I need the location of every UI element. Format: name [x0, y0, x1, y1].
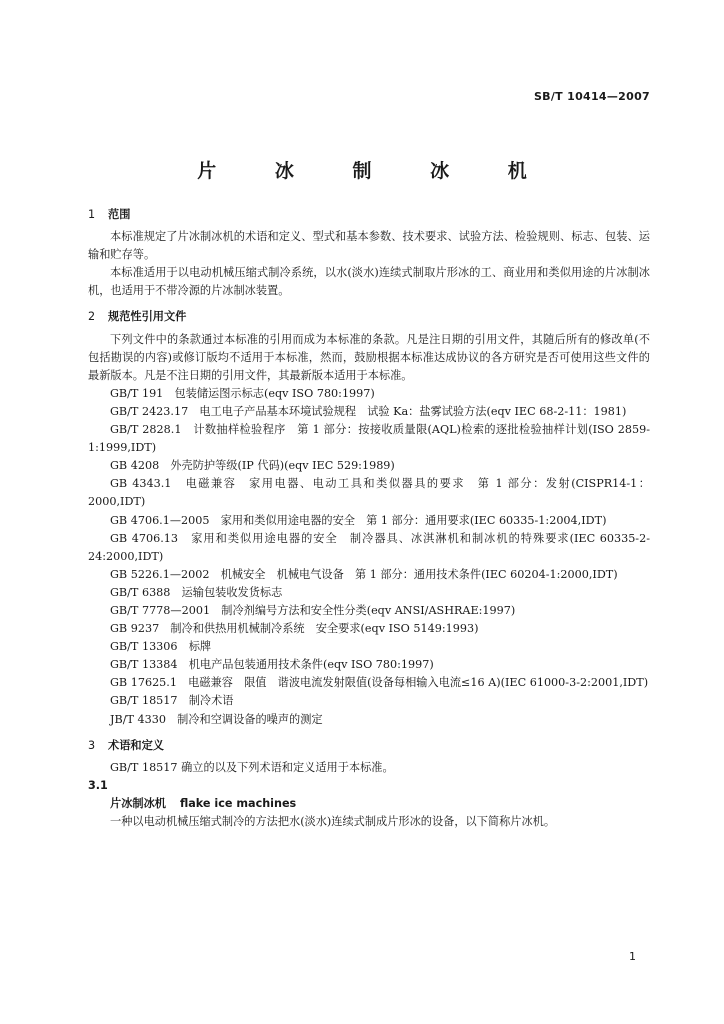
term-chinese: 片冰制冰机 [110, 796, 166, 810]
reference-item: GB 9237 制冷和供热用机械制冷系统 安全要求(eqv ISO 5149:1993) [110, 622, 479, 636]
reference-item: GB/T 6388 运输包装收发货标志 [110, 585, 283, 599]
standard-number: SB/T 10414—2007 [533, 90, 650, 103]
section-3-title: 术语和定义 [108, 738, 164, 752]
reference-item: GB/T 13306 标牌 [110, 640, 212, 654]
term-english: flake ice machines [179, 796, 297, 810]
reference-item: GB 4706.1—2005 家用和类似用途电器的安全 第 1 部分：通用要求(IEC 60335-1:2004,IDT) [110, 513, 607, 527]
page-number: 1 [629, 950, 636, 963]
reference-item: JB/T 4330 制冷和空调设备的噪声的测定 [110, 712, 323, 726]
scope-paragraph-1: 本标准规定了片冰制冰机的术语和定义、型式和基本参数、技术要求、试验方法、检验规则、标志、包装、运输和贮存等。 [88, 230, 650, 262]
reference-item: GB/T 18517 制冷术语 [110, 694, 234, 708]
reference-item: GB/T 191 包装储运图示标志(eqv ISO 780:1997) [110, 386, 375, 400]
section-2-title: 规范性引用文件 [108, 310, 187, 324]
term-entry [88, 795, 650, 813]
section-3-number: 3 [88, 738, 96, 752]
section-2-number: 2 [88, 310, 96, 324]
section-3-heading [88, 737, 650, 755]
term-number: 3.1 [88, 778, 108, 792]
reference-item: GB 4343.1 电磁兼容 家用电器、电动工具和类似器具的要求 第 1 部分：发射(CISPR14-1：2000,IDT) [88, 477, 650, 509]
section-1-title: 范围 [108, 208, 131, 221]
reference-item: GB/T 2828.1 计数抽样检验程序 第 1 部分：按接收质量限(AQL)检索的逐批检验抽样计划(ISO 2859-1:1999,IDT) [88, 423, 650, 455]
section-1-heading [88, 206, 650, 224]
terms-intro: GB/T 18517 确立的以及下列术语和定义适用于本标准。 [110, 760, 394, 774]
reference-item: GB/T 13384 机电产品包装通用技术条件(eqv ISO 780:1997) [110, 658, 434, 672]
reference-item: GB 5226.1—2002 机械安全 机械电气设备 第 1 部分：通用技术条件(IEC 60204-1:2000,IDT) [110, 567, 618, 581]
reference-item: GB 4706.13 家用和类似用途电器的安全 制冷器具、冰淇淋机和制冰机的特殊要求(IEC 60335-2-24:2000,IDT) [88, 531, 650, 563]
reference-item: GB 4208 外壳防护等级(IP 代码)(eqv IEC 529:1989) [110, 459, 395, 473]
document-body [88, 206, 650, 831]
reference-item: GB 17625.1 电磁兼容 限值 谐波电流发射限值(设备每相输入电流≤16 A)(IEC 61000-3-2:2001,IDT) [110, 676, 649, 690]
references-intro: 下列文件中的条款通过本标准的引用而成为本标准的条款。凡是注日期的引用文件，其随后所有的修改单(不包括勘误的内容)或修订版均不适用于本标准，然而，鼓励根据本标准达成协议的各方研究是否可使用这些文件的最新版本。凡是不注日期的引用文件，其最新版本适用于本标准。 [88, 332, 650, 382]
section-1-number: 1 [88, 208, 96, 221]
scope-paragraph-2: 本标准适用于以电动机械压缩式制冷系统，以水(淡水)连续式制取片形冰的工、商业用和类似用途的片冰制冰机，也适用于不带冷源的片冰制冰装置。 [88, 266, 650, 298]
section-2-heading [88, 308, 650, 326]
reference-item: GB/T 2423.17 电工电子产品基本环境试验规程 试验 Ka：盐雾试验方法(eqv IEC 68-2-11：1981) [110, 404, 627, 418]
document-title: 片 冰 制 冰 机 [197, 160, 553, 182]
reference-item: GB/T 7778—2001 制冷剂编号方法和安全性分类(eqv ANSI/ASHRAE:1997) [110, 603, 516, 617]
term-definition: 一种以电动机械压缩式制冷的方法把水(淡水)连续式制成片形冰的设备，以下简称片冰机。 [110, 815, 556, 828]
